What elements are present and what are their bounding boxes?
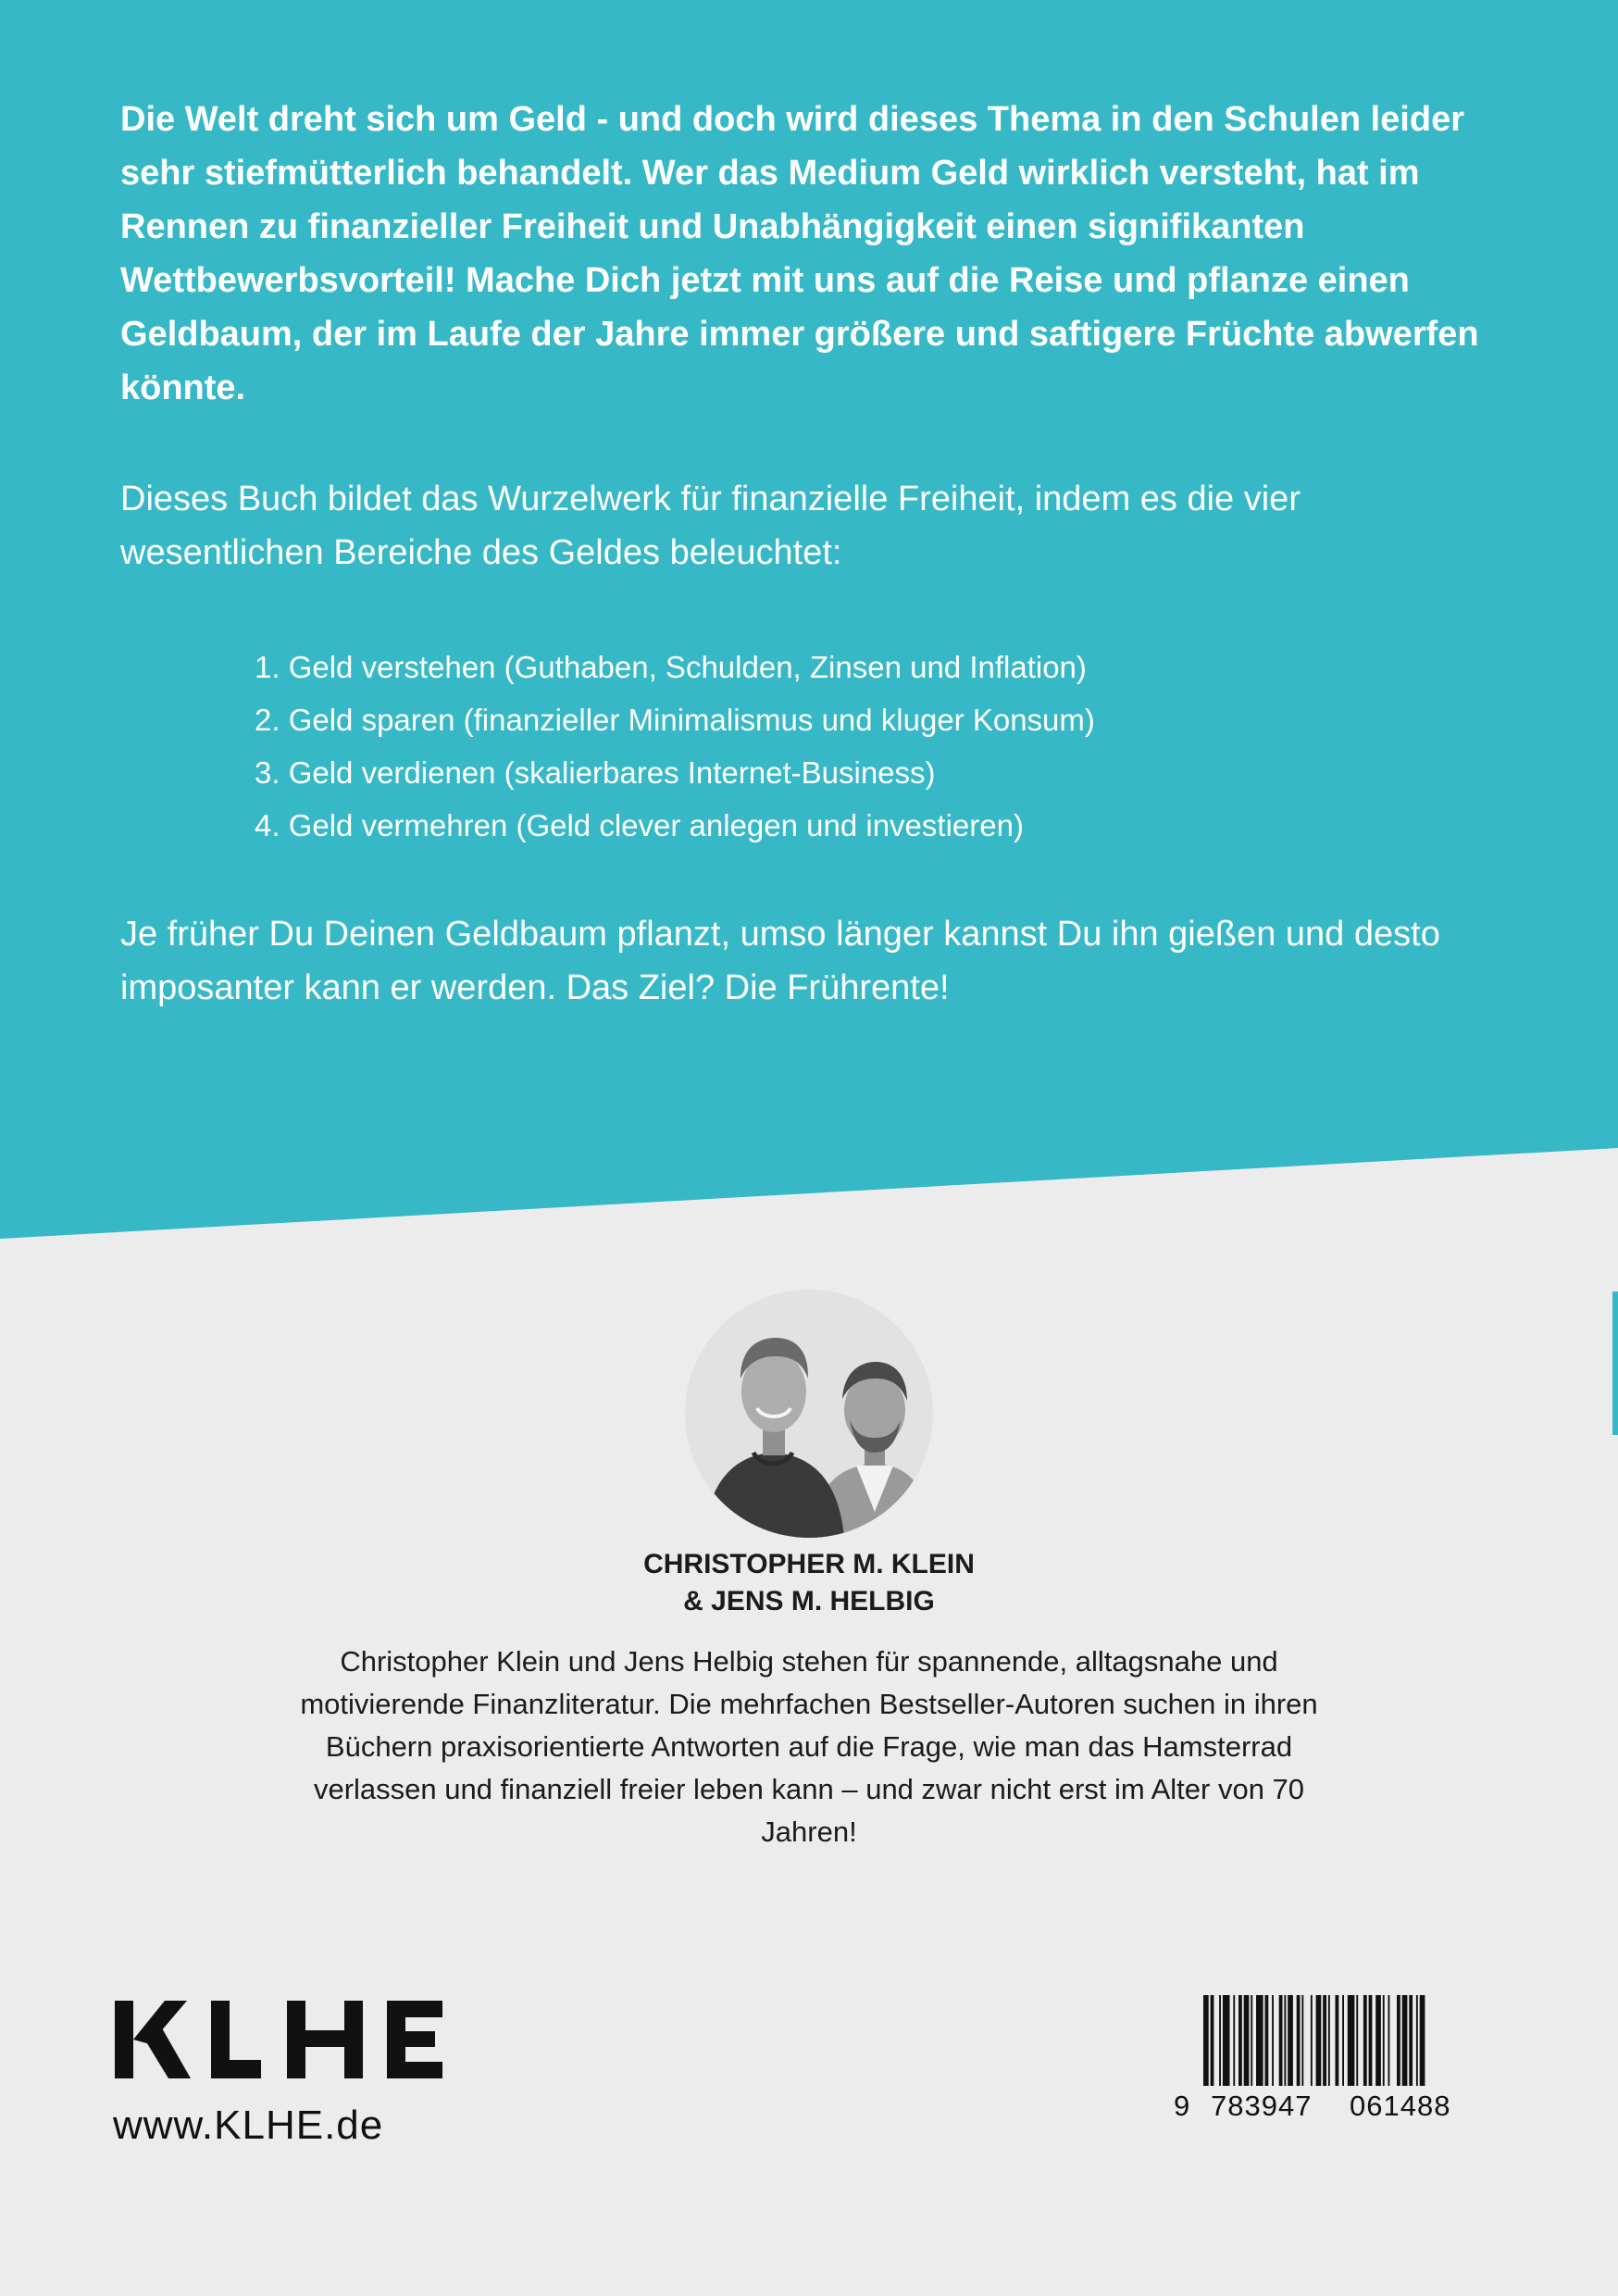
list-item: 1. Geld verstehen (Guthaben, Schulden, Zinsen und Inflation) [255,650,1087,684]
barcode-bar [1409,1995,1413,2086]
barcode-bar [1383,1995,1385,2086]
author-name-line: & JENS M. HELBIG [683,1586,935,1616]
barcode-bar [1265,1995,1269,2086]
list-item: 2. Geld sparen (finanzieller Minimalismus und kluger Konsum) [255,703,1095,737]
author-bio: Christopher Klein und Jens Helbig stehen für spannende, alltagsnahe und motivierende Finanzliteratur. Die mehrfachen Bestseller-Autoren suchen in ihren Büchern praxisorientierte Antworten auf die Frage, wie man das Hamsterrad verlassen und finanziell freier leben kann – und zwar nicht erst im Alter von 70 Jahren! [300,1645,1318,1848]
barcode-bar [1388,1995,1390,2086]
barcode-bar [1402,1995,1408,2086]
klhe-logo-icon [113,1993,446,2086]
barcode-bar [1297,1995,1301,2086]
barcode-digits [1174,2088,1500,2125]
barcode-bar [1316,1995,1322,2086]
barcode-bar [1279,1995,1283,2086]
barcode-bar [1369,1995,1373,2086]
barcode-bar [1288,1995,1293,2086]
barcode-bar [1223,1995,1230,2086]
author-portrait-icon [685,1290,933,1538]
barcode-group-left: 783947 [1211,2090,1313,2122]
barcode-bar [1251,1995,1252,2086]
money-areas-list [255,641,1095,852]
barcode-bar [1311,1995,1313,2086]
barcode-bar [1219,1995,1221,2086]
barcode-bar [1348,1995,1355,2086]
list-item: 3. Geld verdienen (skalierbares Internet-Business) [255,755,936,790]
publisher-url[interactable]: www.KLHE.de [113,2103,384,2148]
barcode-bar [1238,1995,1242,2086]
teal-edge-mark [1612,1292,1618,1435]
barcode-bar [1375,1995,1381,2086]
barcode-bar [1211,1995,1214,2086]
barcode-bar [1203,1995,1209,2086]
barcode-bar [1284,1995,1286,2086]
barcode-bar [1233,1995,1235,2086]
barcode-bar [1356,1995,1358,2086]
author-name-line: CHRISTOPHER M. KLEIN [643,1549,975,1579]
barcode-bar [1363,1995,1367,2086]
intro-paragraph: Die Welt dreht sich um Geld - und doch wird dieses Thema in den Schulen leider sehr stiefmütterlich behandelt. Wer das Medium Geld wirklich versteht, hat im Rennen zu finanzieller Freiheit und Unabhängigkeit einen signifikanten Wettbewerbsvorteil! Mache Dich jetzt mit uns auf die Reise und pflanze einen Geldbaum, der im Laufe der Jahre immer größere und saftigere Früchte abwerfen könnte. [120,100,1479,407]
klhe-logo [113,1993,446,2086]
isbn-barcode [1174,1995,1500,2129]
list-item: 4. Geld vermehren (Geld clever anlegen und investieren) [255,808,1024,842]
barcode-bar [1328,1995,1330,2086]
closing-paragraph: Je früher Du Deinen Geldbaum pflanzt, umso länger kannst Du ihn gießen und desto imposanter kann er werden. Das Ziel? Die Frührente! [120,915,1440,1007]
barcode-icon [1201,1995,1498,2086]
barcode-bar [1416,1995,1418,2086]
barcode-bar [1301,1995,1303,2086]
barcode-group-right: 061488 [1350,2090,1451,2122]
author-names [439,1546,1179,1620]
barcode-bar [1244,1995,1250,2086]
barcode-bar [1342,1995,1344,2086]
author-portrait-photo [685,1290,933,1538]
barcode-bar [1272,1995,1274,2086]
barcode-bar [1336,1995,1339,2086]
barcode-bar [1397,1995,1400,2086]
barcode-bar [1256,1995,1263,2086]
barcode-digit-first: 9 [1174,2090,1190,2122]
barcode-bar [1323,1995,1326,2086]
lead-paragraph: Dieses Buch bildet das Wurzelwerk für finanzielle Freiheit, indem es die vier wesentlichen Bereiche des Geldes beleuchtet: [120,480,1301,572]
barcode-bar [1420,1995,1425,2086]
